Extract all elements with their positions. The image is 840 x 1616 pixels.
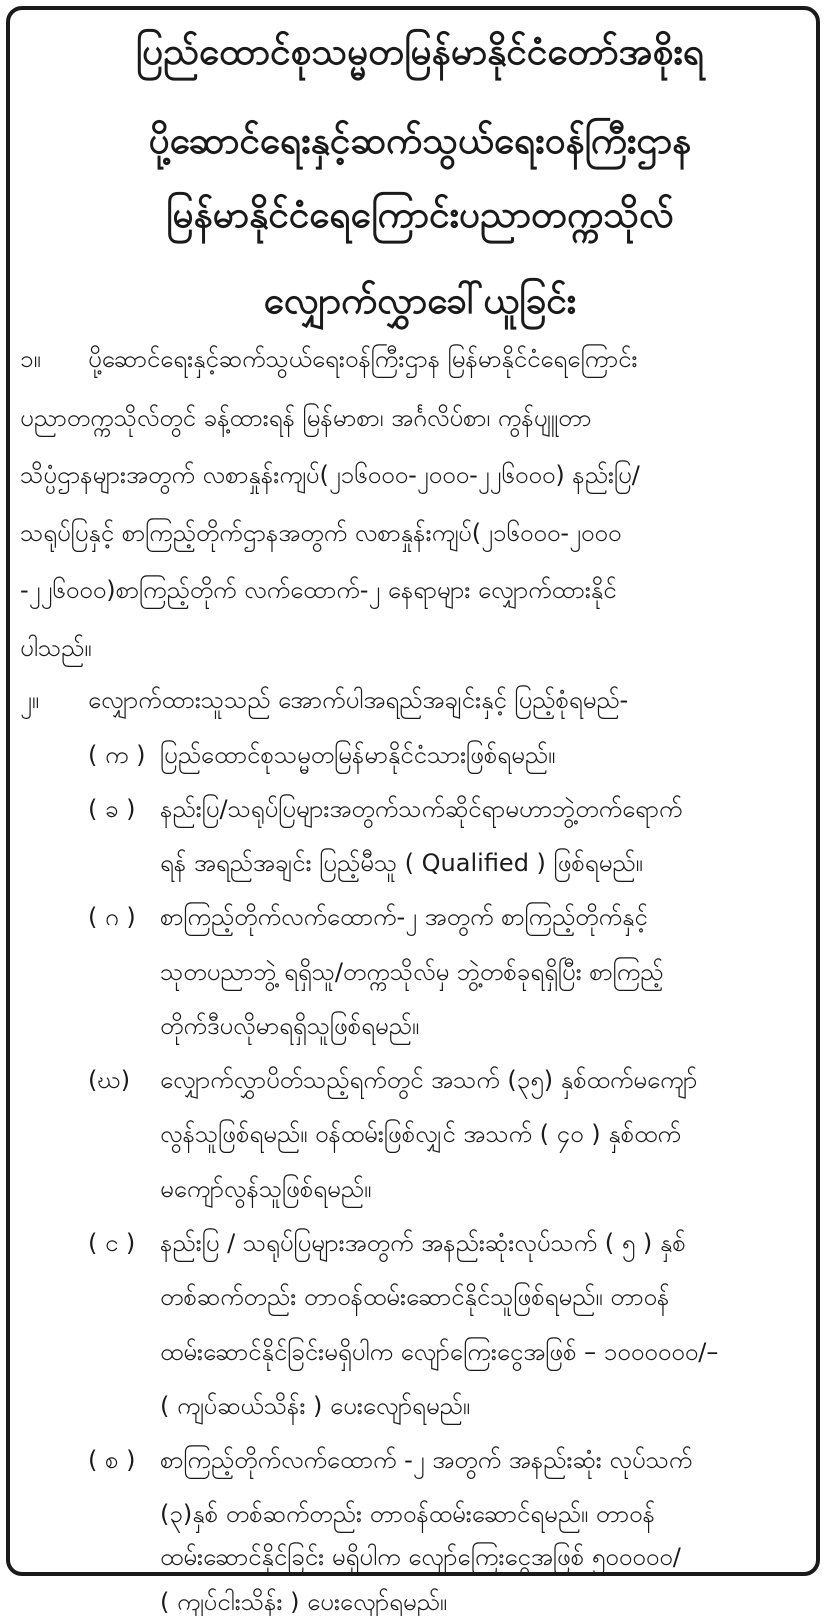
section-1-line: ပါသည်။ <box>20 634 92 662</box>
section-1-line: ပညာတက္ကသိုလ်တွင် ခန့်ထားရန် မြန်မာစာ၊ အင်္ဂလိပ်စာ၊ ကွန်ပျူတာ <box>20 404 592 432</box>
item-kha-line: ရန် အရည်အချင်း ပြည့်မီသူ ( Qualified ) ဖြစ်ရမည်။ <box>160 849 643 877</box>
item-nga-line: ( ကျပ်ဆယ်သိန်း ) ပေးလျော်ရမည်။ <box>160 1392 471 1420</box>
item-gha-line: လျှောက်လွှာပိတ်သည့်ရက်တွင် အသက် (၃၅) နှစ်ထက်မကျော် <box>160 1066 698 1094</box>
item-gha-line: လွန်သူဖြစ်ရမည်။ ဝန်ထမ်းဖြစ်လျှင် အသက် ( ၄၀ ) နှစ်ထက် <box>160 1120 681 1148</box>
item-ga-label: ( ဂ ) <box>88 903 136 931</box>
header-ministry: ပို့ဆောင်ရေးနှင့်ဆက်သွယ်ရေးဝန်ကြီးဌာန <box>148 119 692 162</box>
item-ga-line: တိုက်ဒီပလိုမာရရှိသူဖြစ်ရမည်။ <box>160 1012 420 1040</box>
section-1-line: ပို့ဆောင်ရေးနှင့်ဆက်သွယ်ရေးဝန်ကြီးဌာန မြန်မာနိုင်ငံရေကြောင်း <box>88 345 638 373</box>
section-2-number: ၂။ <box>20 686 40 714</box>
item-sa-line: ထမ်းဆောင်နိုင်ခြင်း မရှိပါက လျော်ကြေးငွေအဖြစ် ၅၀၀၀၀၀/ <box>160 1543 681 1571</box>
item-sa-line: ( ကျပ်ငါးသိန်း ) ပေးလျော်ရမည်။ <box>160 1588 448 1616</box>
header-government: ပြည်ထောင်စုသမ္မတမြန်မာနိုင်ငံတော်အစိုးရ <box>135 30 705 73</box>
section-1-line: သိပ္ပံဌာနများအတွက် လစာနှုန်းကျပ်(၂၁၆၀၀၀-၂၀၀၀-၂၂၆၀၀၀) နည်းပြ/ <box>20 461 640 489</box>
section-1-line: သရုပ်ပြနှင့် စာကြည့်တိုက်ဌာနအတွက် လစာနှုန်းကျပ်(၂၁၆၀၀၀-၂၀၀၀ <box>20 519 622 547</box>
item-sa-line: စာကြည့်တိုက်လက်ထောက် -၂ အတွက် အနည်းဆုံး လုပ်သက် <box>160 1446 693 1474</box>
item-gha-line: မကျော်လွန်သူဖြစ်ရမည်။ <box>160 1175 372 1203</box>
item-nga-label: ( င ) <box>88 1229 136 1257</box>
item-nga-line: တစ်ဆက်တည်း တာဝန်ထမ်းဆောင်နိုင်သူဖြစ်ရမည်။ တာဝန် <box>160 1283 670 1311</box>
item-ga-line: စာကြည့်တိုက်လက်ထောက်-၂ အတွက် စာကြည့်တိုက်နှင့် <box>160 903 648 931</box>
item-gha-label: (ဃ) <box>88 1066 131 1094</box>
item-ka-label: ( က ) <box>88 741 146 769</box>
item-ga-line: သုတပညာဘွဲ့ ရရှိသူ/တက္ကသိုလ်မှ ဘွဲ့တစ်ခုရရှိပြီး စာကြည့် <box>160 958 664 986</box>
section-1-number: ၁။ <box>20 345 41 373</box>
header-title: လျှောက်လွှာခေါ်ယူခြင်း <box>263 279 577 322</box>
item-kha-label: ( ခ ) <box>88 795 136 823</box>
item-sa-label: ( စ ) <box>88 1446 136 1474</box>
header-university: မြန်မာနိုင်ငံရေကြောင်းပညာတက္ကသိုလ် <box>166 193 674 236</box>
item-nga-line: ထမ်းဆောင်နိုင်ခြင်းမရှိပါက လျော်ကြေးငွေအဖြစ် – ၁၀၀၀၀၀၀/– <box>160 1338 719 1366</box>
item-kha-line: နည်းပြ/သရုပ်ပြများအတွက်သက်ဆိုင်ရာမဟာဘွဲ့တက်ရောက် <box>160 795 683 823</box>
section-1-line: -၂၂၆၀၀၀)စာကြည့်တိုက် လက်ထောက်-၂ နေရာများ လျှောက်ထားနိုင် <box>20 576 617 604</box>
section-2-intro: လျှောက်ထားသူသည် အောက်ပါအရည်အချင်းနှင့် ပြည့်စုံရမည်- <box>88 686 629 714</box>
item-ka-line: ပြည်ထောင်စုသမ္မတမြန်မာနိုင်ငံသားဖြစ်ရမည်။ <box>160 741 556 769</box>
item-nga-line: နည်းပြ / သရုပ်ပြများအတွက် အနည်းဆုံးလုပ်သက် ( ၅ ) နှစ် <box>160 1229 686 1257</box>
item-sa-line: (၃)နှစ် တစ်ဆက်တည်း တာဝန်ထမ်းဆောင်ရမည်။ တာဝန် <box>160 1500 655 1528</box>
